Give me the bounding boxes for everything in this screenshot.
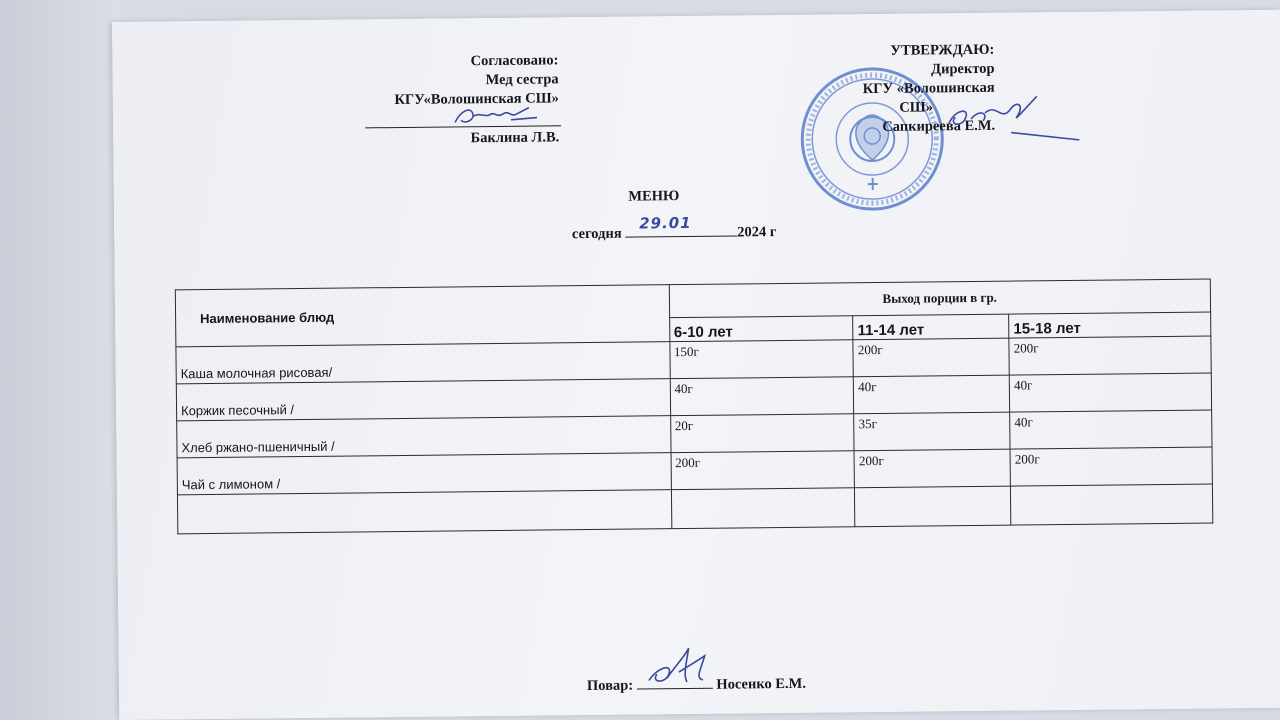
yield-value: 150г [669, 340, 853, 379]
approved-label: Согласовано: [470, 52, 559, 70]
cook-signature-icon [643, 644, 723, 691]
yield-value: 20г [670, 414, 854, 453]
approve-organization-line1: КГУ «Волошинская [862, 79, 995, 98]
yield-value: 40г [670, 377, 854, 416]
yield-value: 40г [1010, 410, 1212, 449]
empty-cell [671, 488, 855, 529]
approved-organization: КГУ«Волошинская СШ» [394, 90, 559, 109]
dish-name: Чай с лимоном / [177, 453, 671, 495]
cook-label: Повар: [586, 677, 634, 695]
empty-cell [855, 486, 1011, 527]
menu-table [175, 279, 1214, 535]
date-suffix: 2024 г [737, 224, 777, 241]
age-group-1: 6-10 лет [669, 315, 853, 341]
document-sheet [112, 10, 1280, 720]
header-dish: Наименование блюд [175, 285, 669, 347]
approved-signature-icon [451, 104, 541, 131]
approved-block [322, 51, 559, 149]
date-blank [625, 213, 737, 237]
yield-value: 200г [671, 451, 855, 490]
date-line [544, 213, 804, 244]
document-title: МЕНЮ [628, 188, 680, 205]
dish-name: Коржик песочный / [176, 379, 670, 421]
approved-position: Мед сестра [485, 71, 559, 89]
date-handwritten: 29.01 [639, 213, 692, 233]
dish-name: Хлеб ржано-пшеничный / [177, 416, 671, 458]
cook-name: Носенко Е.М. [716, 675, 807, 693]
yield-value: 200г [854, 449, 1010, 488]
empty-cell [1011, 484, 1213, 525]
age-group-2: 11-14 лет [853, 314, 1009, 340]
approve-position: Директор [931, 60, 995, 78]
cook-line [587, 672, 907, 695]
approve-label: УТВЕРЖДАЮ: [890, 41, 995, 59]
yield-value: 200г [1010, 447, 1212, 486]
empty-cell [177, 490, 671, 534]
yield-value: 40г [854, 375, 1010, 414]
dish-name: Каша молочная рисовая/ [176, 342, 670, 384]
yield-value: 200г [1009, 336, 1211, 375]
approve-name: Сапкиреева Е.М. [882, 117, 996, 135]
approved-name: Баклина Л.В. [470, 129, 560, 147]
yield-value: 35г [854, 412, 1010, 451]
date-prefix: сегодня [571, 225, 622, 243]
yield-value: 200г [853, 338, 1009, 377]
yield-value: 40г [1009, 373, 1211, 412]
age-group-3: 15-18 лет [1009, 312, 1211, 338]
approve-organization-line2: СШ» [899, 99, 934, 116]
director-signature-icon [941, 82, 1082, 153]
background-surface [0, 0, 120, 720]
header-yield: Выход порции в гр. [669, 279, 1211, 317]
